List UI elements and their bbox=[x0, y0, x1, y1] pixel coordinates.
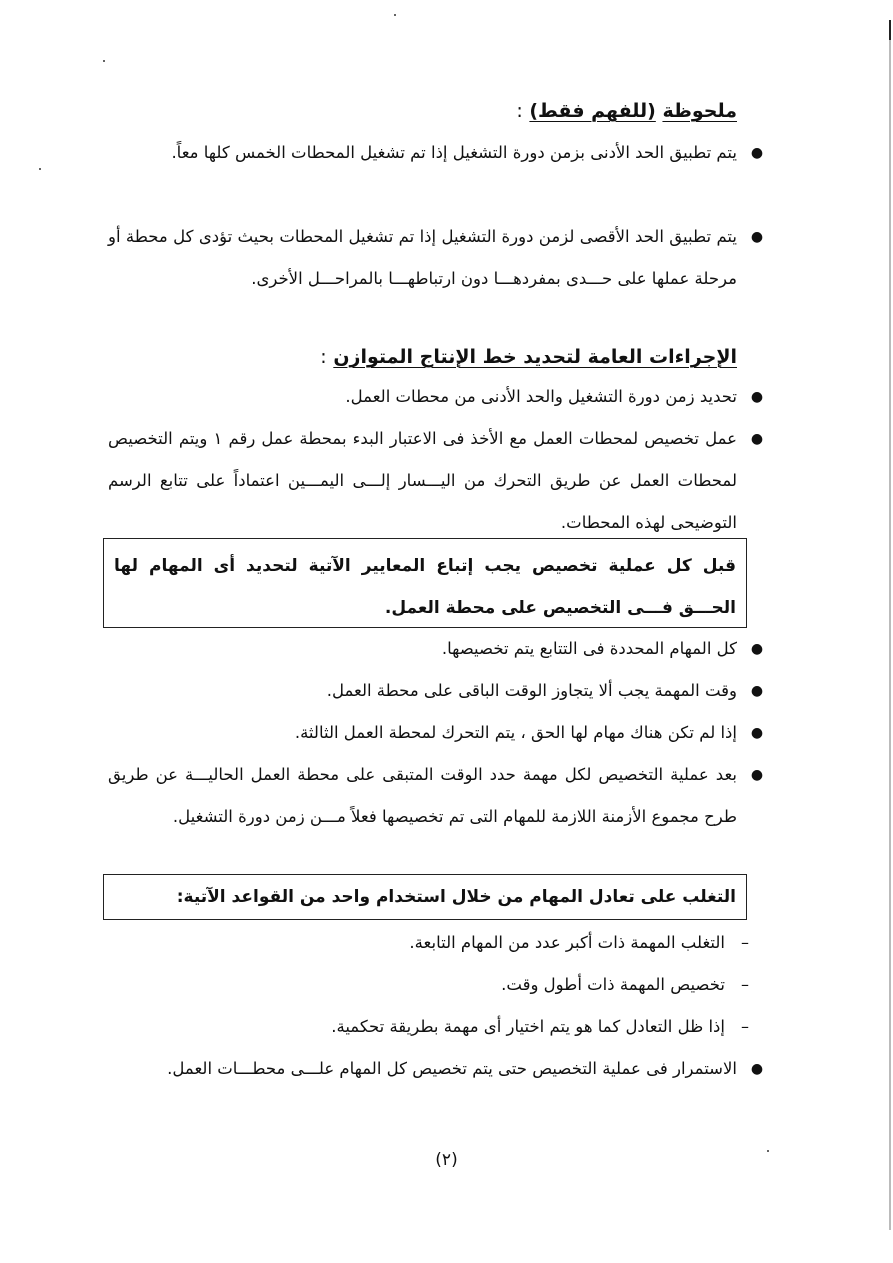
tie-rules-box-text: التغلب على تعادل المهام من خلال استخدام واحد من القواعد الآتية: bbox=[176, 887, 736, 907]
note-heading-qualifier: (للفهم فقط) bbox=[529, 100, 656, 122]
tie-rule-text: التغلب المهمة ذات أكبر عدد من المهام التابعة. bbox=[409, 933, 725, 952]
page-number: (٢) bbox=[435, 1150, 458, 1170]
scan-speck bbox=[39, 168, 41, 170]
list-item bbox=[108, 628, 764, 670]
procedure-bullet-text: تحديد زمن دورة التشغيل والحد الأدنى من محطات العمل. bbox=[345, 387, 737, 406]
criteria-bullet-text: إذا لم تكن هناك مهام لها الحق ، يتم التحرك لمحطة العمل الثالثة. bbox=[294, 723, 737, 742]
list-item bbox=[108, 670, 764, 712]
list-item bbox=[108, 132, 764, 174]
list-item bbox=[108, 754, 764, 838]
tie-rule-text: تخصيص المهمة ذات أطول وقت. bbox=[501, 975, 725, 994]
scan-speck bbox=[394, 14, 396, 16]
bullet-icon: ● bbox=[750, 145, 764, 161]
list-item bbox=[108, 922, 749, 964]
bullet-icon: ● bbox=[750, 229, 764, 245]
bullet-icon: ● bbox=[750, 1061, 764, 1077]
criteria-bullet-text: كل المهام المحددة فى التتابع يتم تخصيصها. bbox=[441, 639, 737, 658]
scan-speck bbox=[103, 60, 105, 62]
list-item bbox=[108, 376, 764, 418]
list-item bbox=[108, 216, 764, 300]
criteria-box bbox=[103, 538, 747, 628]
note-heading-suffix: : bbox=[516, 100, 523, 122]
note-heading-label: ملحوظة bbox=[662, 100, 737, 122]
procedures-heading-title: الإجراءات العامة لتحديد خط الإنتاج المتوازن bbox=[333, 346, 737, 368]
note-heading bbox=[516, 98, 737, 124]
bullet-icon: ● bbox=[750, 725, 764, 741]
bullet-icon: ● bbox=[750, 767, 764, 783]
list-item bbox=[108, 1006, 749, 1048]
procedures-heading-suffix: : bbox=[320, 346, 327, 368]
criteria-bullet-text: بعد عملية التخصيص لكل مهمة حدد الوقت المتبقى على محطة العمل الحاليـــة عن طريق طرح مجموع الأزمنة اللازمة للمهام التى تم تخصيصها فعلاً مـــن زمن دورة التشغيل. bbox=[108, 765, 737, 826]
bullet-icon: ● bbox=[750, 389, 764, 405]
list-item bbox=[108, 964, 749, 1006]
procedures-heading bbox=[320, 344, 737, 370]
dash-icon: – bbox=[741, 975, 749, 994]
tie-rule-text: إذا ظل التعادل كما هو يتم اختيار أى مهمة بطريقة تحكمية. bbox=[331, 1017, 725, 1036]
bullet-icon: ● bbox=[750, 641, 764, 657]
dash-icon: – bbox=[741, 933, 749, 952]
scan-edge-mark bbox=[889, 20, 891, 1230]
note-bullet-text: يتم تطبيق الحد الأدنى بزمن دورة التشغيل إذا تم تشغيل المحطات الخمس كلها معاً. bbox=[171, 143, 737, 162]
procedure-bullet-text: عمل تخصيص لمحطات العمل مع الأخذ فى الاعتبار البدء بمحطة عمل رقم ١ ويتم التخصيص لمحطات العمل عن طريق التحرك من اليـــسار إلـــى اليمـــين اعتماداً على تتابع الرسم التوضيحى لهذه المحطات. bbox=[108, 429, 737, 532]
criteria-bullet-text: وقت المهمة يجب ألا يتجاوز الوقت الباقى على محطة العمل. bbox=[326, 681, 737, 700]
list-item bbox=[108, 418, 764, 544]
list-item bbox=[108, 1048, 764, 1090]
list-item bbox=[108, 712, 764, 754]
criteria-box-text: قبل كل عملية تخصيص يجب إتباع المعايير الآتية لتحديد أى المهام لها الحـــق فـــى التخصيص على محطة العمل. bbox=[114, 556, 736, 618]
tie-rules-box bbox=[103, 874, 747, 920]
note-bullet-text: يتم تطبيق الحد الأقصى لزمن دورة التشغيل إذا تم تشغيل المحطات بحيث تؤدى كل محطة أو مرحلة عملها على حـــدى بمفردهـــا دون ارتباطهـــا بالمراحـــل الأخرى. bbox=[108, 227, 737, 288]
final-bullet-text: الاستمرار فى عملية التخصيص حتى يتم تخصيص كل المهام علـــى محطـــات العمل. bbox=[167, 1059, 737, 1078]
bullet-icon: ● bbox=[750, 683, 764, 699]
dash-icon: – bbox=[741, 1017, 749, 1036]
bullet-icon: ● bbox=[750, 431, 764, 447]
